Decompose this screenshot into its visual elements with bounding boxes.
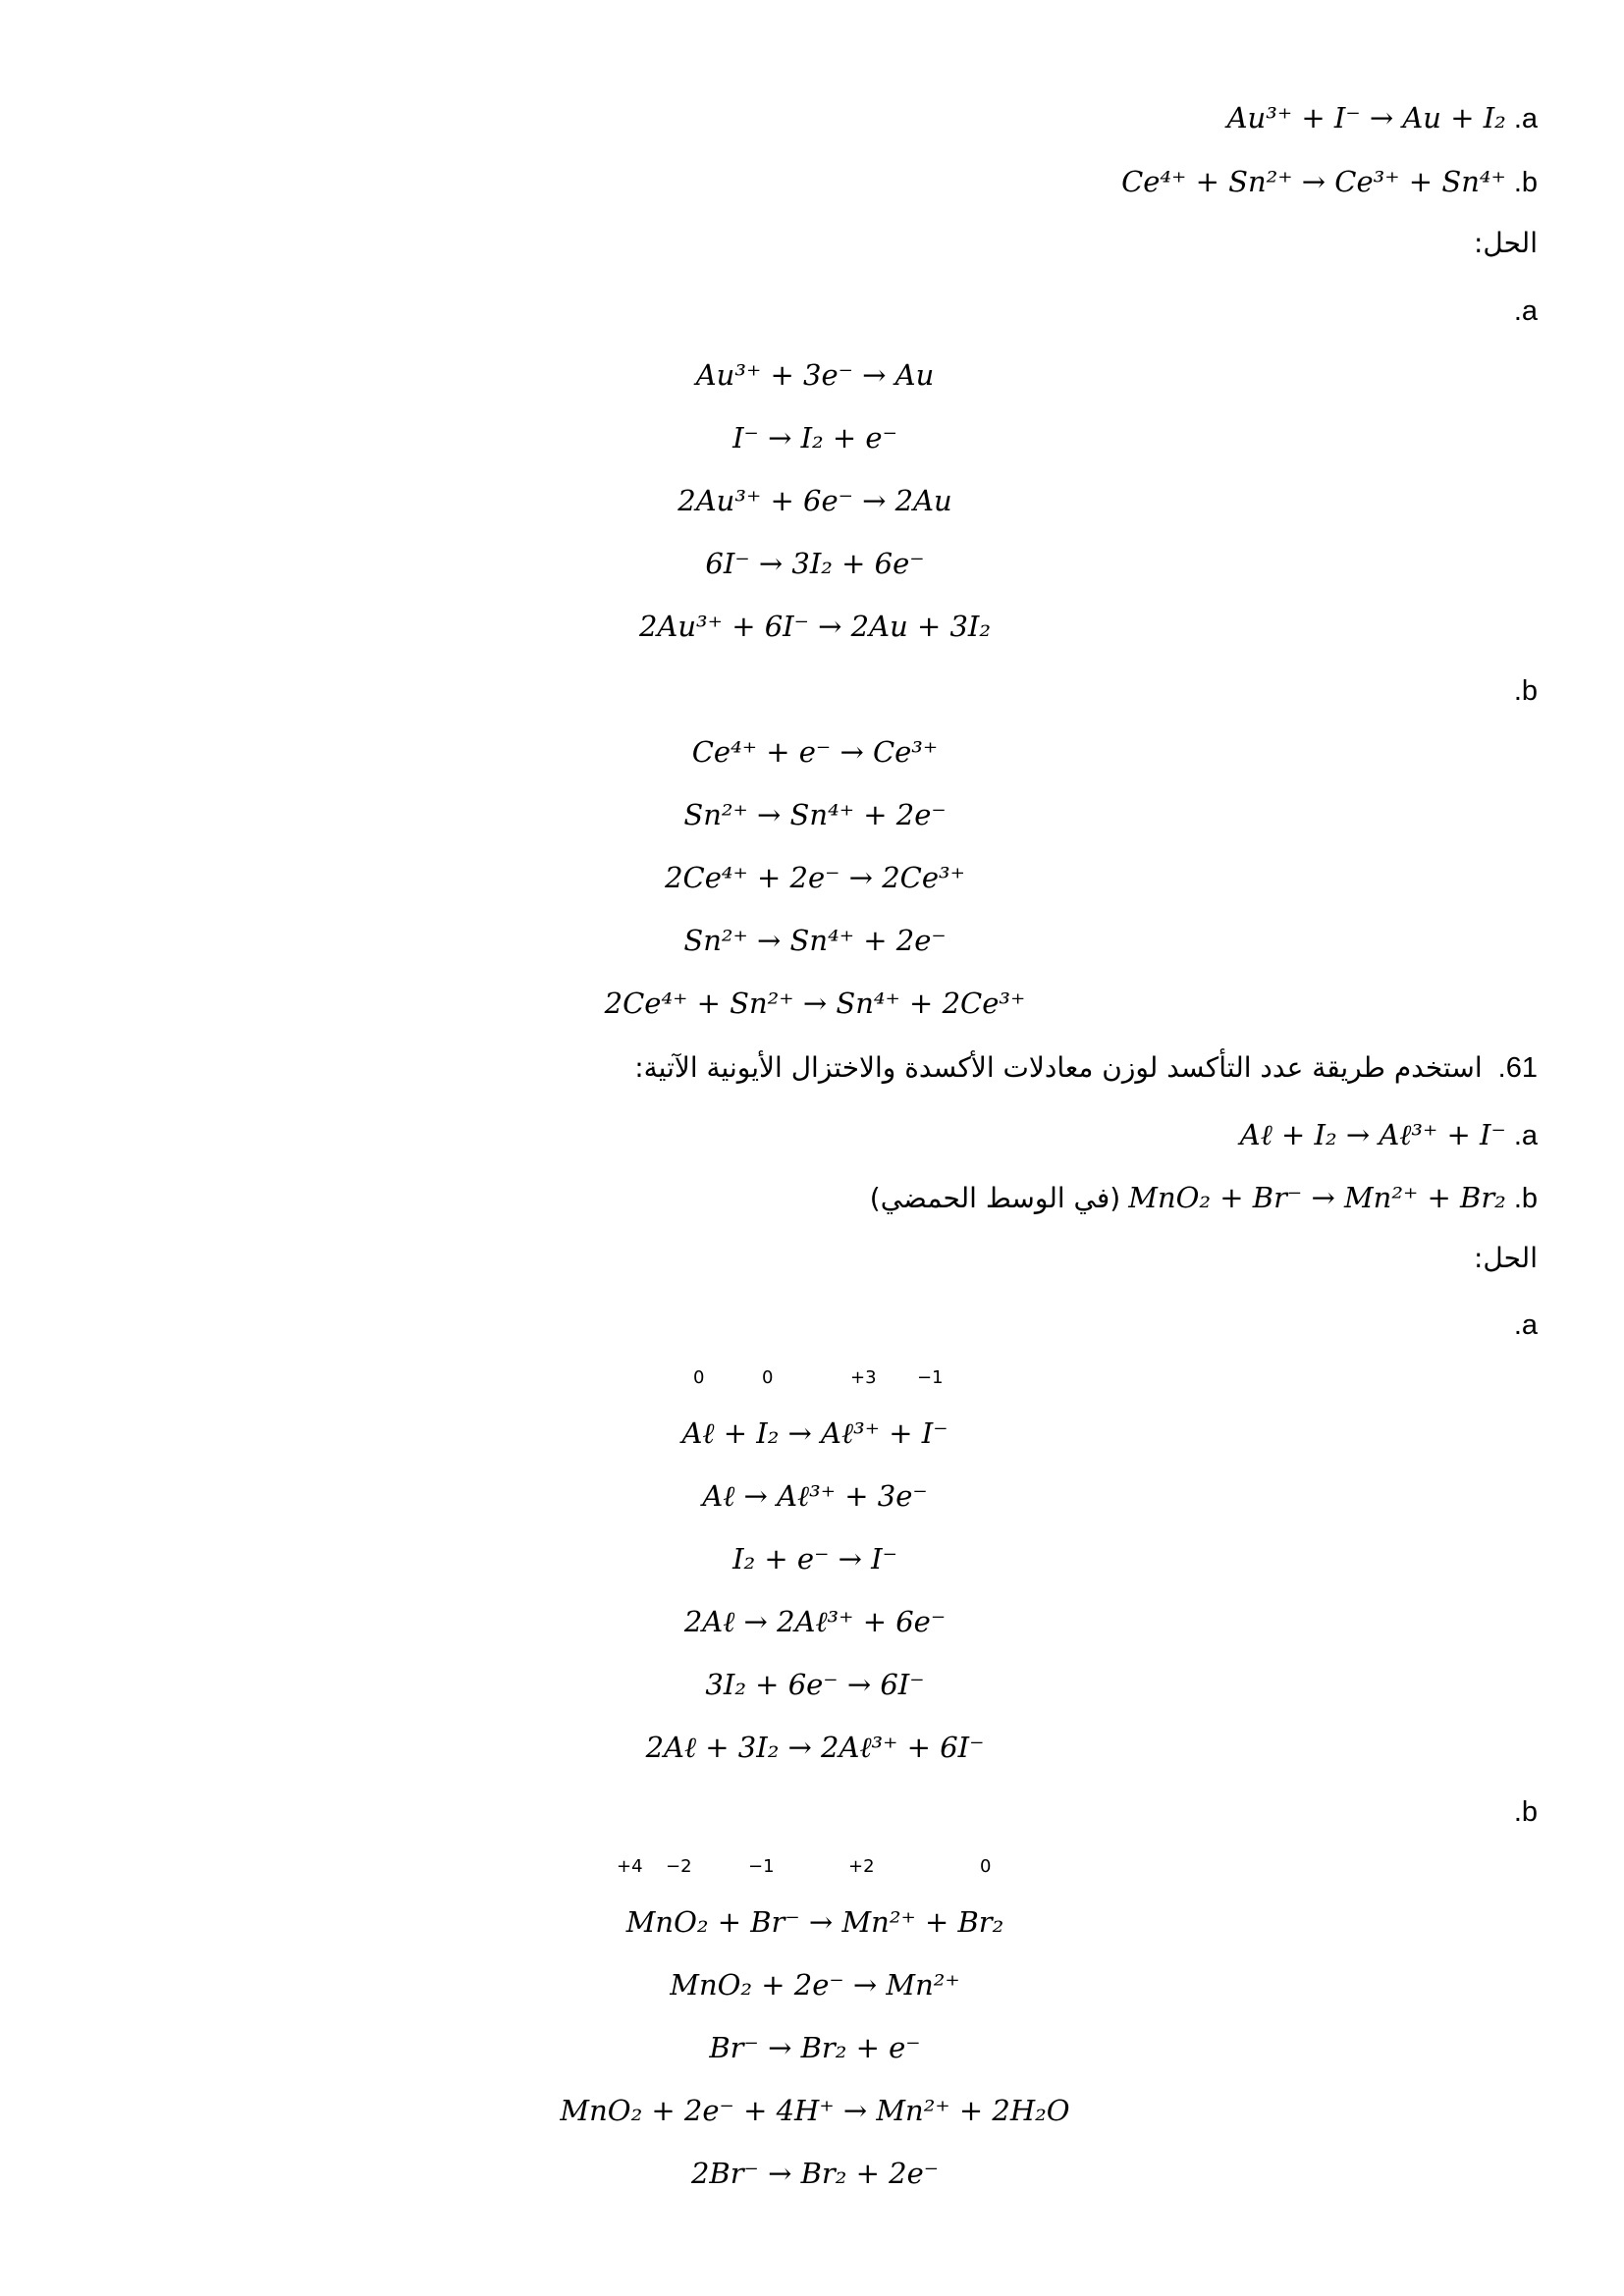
solution-heading xyxy=(1474,224,1538,263)
equation-step: Sn²⁺ → Sn⁴⁺ + 2e⁻ xyxy=(683,798,947,831)
question-61-b xyxy=(870,1178,1538,1218)
equation-step: 2Ce⁴⁺ + 2e⁻ → 2Ce³⁺ xyxy=(665,861,965,894)
equation: MnO₂ + Br⁻ → Mn²⁺ + Br₂ xyxy=(1128,1181,1506,1214)
question-61 xyxy=(634,1048,1538,1088)
oxidation-number: −2 xyxy=(666,1856,692,1877)
equation-step: MnO₂ + Br⁻ → Mn²⁺ + Br₂ xyxy=(625,1905,1004,1939)
question-a xyxy=(1227,98,1538,138)
oxidation-number: +2 xyxy=(848,1856,875,1877)
equation-step: Br⁻ → Br₂ + e⁻ xyxy=(709,2031,921,2064)
condition-note: (في الوسط الحمضي) xyxy=(869,1182,1121,1214)
item-label: .b xyxy=(1513,675,1538,707)
item-label: .a xyxy=(1513,295,1538,327)
oxidation-number: 0 xyxy=(762,1367,774,1388)
part-a-heading xyxy=(1506,292,1538,331)
part-b-heading xyxy=(1506,671,1538,711)
question-61-a xyxy=(1240,1115,1538,1155)
item-label: .b xyxy=(1513,167,1538,198)
equation-step: Au³⁺ + 3e⁻ → Au xyxy=(695,358,935,392)
equation-step: 2Au³⁺ + 6I⁻ → 2Au + 3I₂ xyxy=(638,610,992,643)
oxidation-number: +3 xyxy=(850,1367,877,1388)
solution-heading xyxy=(1474,1239,1538,1278)
oxidation-number: 0 xyxy=(693,1367,705,1388)
equation-step: 3I₂ + 6e⁻ → 6I⁻ xyxy=(705,1668,925,1701)
part-b-heading xyxy=(1506,1792,1538,1832)
oxidation-number: −1 xyxy=(917,1367,944,1388)
question-text: استخدم طريقة عدد التأكسد لوزن معادلات الأكسدة والاختزال الأيونية الآتية: xyxy=(634,1051,1483,1084)
equation: Ce⁴⁺ + Sn²⁺ → Ce³⁺ + Sn⁴⁺ xyxy=(1121,165,1506,198)
part-a-heading xyxy=(1506,1306,1538,1345)
equation-step: I⁻ → I₂ + e⁻ xyxy=(732,421,897,454)
item-label: .a xyxy=(1513,1309,1538,1341)
item-label: .b xyxy=(1513,1796,1538,1828)
equation-step: I₂ + e⁻ → I⁻ xyxy=(732,1542,897,1575)
equation-step: 2Br⁻ → Br₂ + 2e⁻ xyxy=(690,2157,940,2190)
equation-step: 2Aℓ → 2Aℓ³⁺ + 6e⁻ xyxy=(683,1605,947,1638)
item-label: .a xyxy=(1513,103,1538,134)
equation-step: Ce⁴⁺ + e⁻ → Ce³⁺ xyxy=(691,735,939,769)
item-label: .b xyxy=(1513,1183,1538,1214)
equation: Aℓ + I₂ → Aℓ³⁺ + I⁻ xyxy=(1239,1118,1506,1151)
equation-step: MnO₂ + 2e⁻ + 4H⁺ → Mn²⁺ + 2H₂O xyxy=(560,2094,1070,2127)
equation-step: 2Aℓ + 3I₂ → 2Aℓ³⁺ + 6I⁻ xyxy=(645,1731,985,1764)
solution-label: الحل: xyxy=(1473,227,1538,259)
equation-step: 2Ce⁴⁺ + Sn²⁺ → Sn⁴⁺ + 2Ce³⁺ xyxy=(604,987,1026,1020)
equation-step: 6I⁻ → 3I₂ + 6e⁻ xyxy=(705,547,925,580)
item-label: .a xyxy=(1513,1120,1538,1151)
question-b xyxy=(1121,162,1538,202)
solution-label: الحل: xyxy=(1473,1242,1538,1274)
oxidation-number: −1 xyxy=(748,1856,775,1877)
oxidation-number: +4 xyxy=(617,1856,643,1877)
equation: Au³⁺ + I⁻ → Au + I₂ xyxy=(1226,101,1506,134)
equation-step: 2Au³⁺ + 6e⁻ → 2Au xyxy=(677,484,952,517)
equation-step: Aℓ + I₂ → Aℓ³⁺ + I⁻ xyxy=(681,1416,948,1450)
question-number: .61 xyxy=(1497,1052,1538,1084)
equation-step: Sn²⁺ → Sn⁴⁺ + 2e⁻ xyxy=(683,924,947,957)
equation-step: Aℓ → Aℓ³⁺ + 3e⁻ xyxy=(702,1479,928,1513)
equation-step: MnO₂ + 2e⁻ → Mn²⁺ xyxy=(670,1968,960,2002)
oxidation-number: 0 xyxy=(980,1856,992,1877)
